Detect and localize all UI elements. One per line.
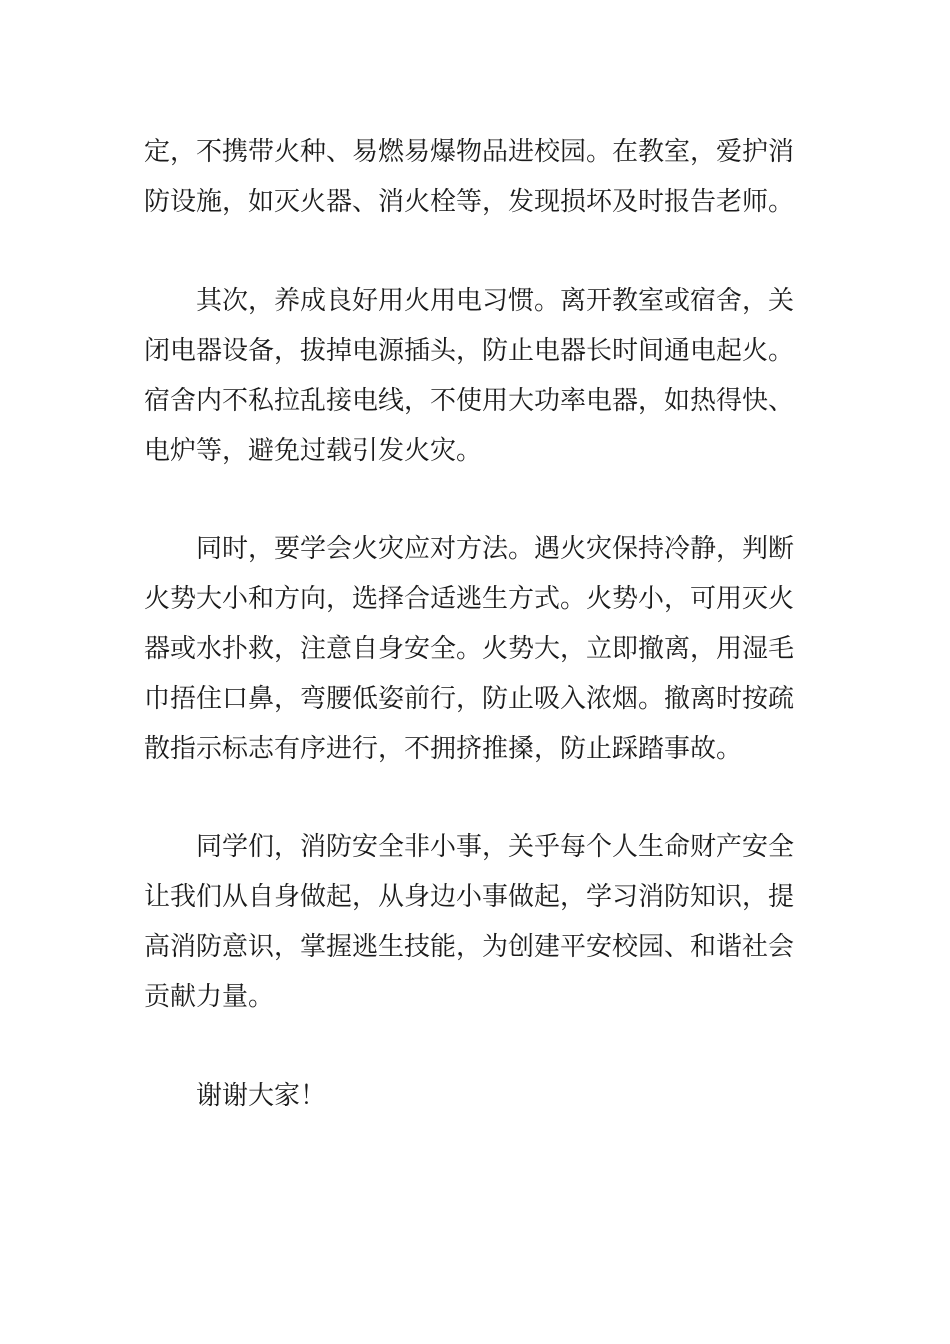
paragraph-thanks — [144, 1071, 808, 1121]
paragraph-line: 宿舍内不私拉乱接电线，不使用大功率电器，如热得快、 — [144, 386, 795, 416]
paragraph-line: 器或水扑救，注意自身安全。火势大，立即撤离，用湿毛 — [144, 634, 795, 664]
paragraph-fire-electricity-habits — [144, 276, 808, 476]
closing-line: 谢谢大家！ — [196, 1081, 327, 1111]
paragraph-fire-safety-rules — [144, 127, 808, 227]
paragraph-line: 贡献力量。 — [144, 982, 275, 1012]
paragraph-line: 让我们从自身做起，从身边小事做起，学习消防知识，提 — [144, 882, 795, 912]
paragraph-line: 火势大小和方向，选择合适逃生方式。火势小，可用灭火 — [144, 584, 795, 614]
paragraph-line: 其次，养成良好用火用电习惯。离开教室或宿舍，关 — [196, 286, 795, 316]
paragraph-line: 同时，要学会火灾应对方法。遇火灾保持冷静，判断 — [196, 534, 795, 564]
paragraph-line: 散指示标志有序进行，不拥挤推搡，防止踩踏事故。 — [144, 734, 743, 764]
paragraph-line: 定，不携带火种、易燃易爆物品进校园。在教室，爱护消 — [144, 137, 795, 167]
paragraph-line: 同学们，消防安全非小事，关乎每个人生命财产安全 — [196, 832, 795, 862]
paragraph-line: 闭电器设备，拔掉电源插头，防止电器长时间通电起火。 — [144, 336, 795, 366]
paragraph-line: 电炉等，避免过载引发火灾。 — [144, 436, 483, 466]
paragraph-fire-response — [144, 524, 808, 774]
paragraph-line: 防设施，如灭火器、消火栓等，发现损坏及时报告老师。 — [144, 187, 795, 217]
paragraph-conclusion — [144, 822, 808, 1022]
paragraph-line: 巾捂住口鼻，弯腰低姿前行，防止吸入浓烟。撤离时按疏 — [144, 684, 795, 714]
paragraph-line: 高消防意识，掌握逃生技能，为创建平安校园、和谐社会 — [144, 932, 795, 962]
